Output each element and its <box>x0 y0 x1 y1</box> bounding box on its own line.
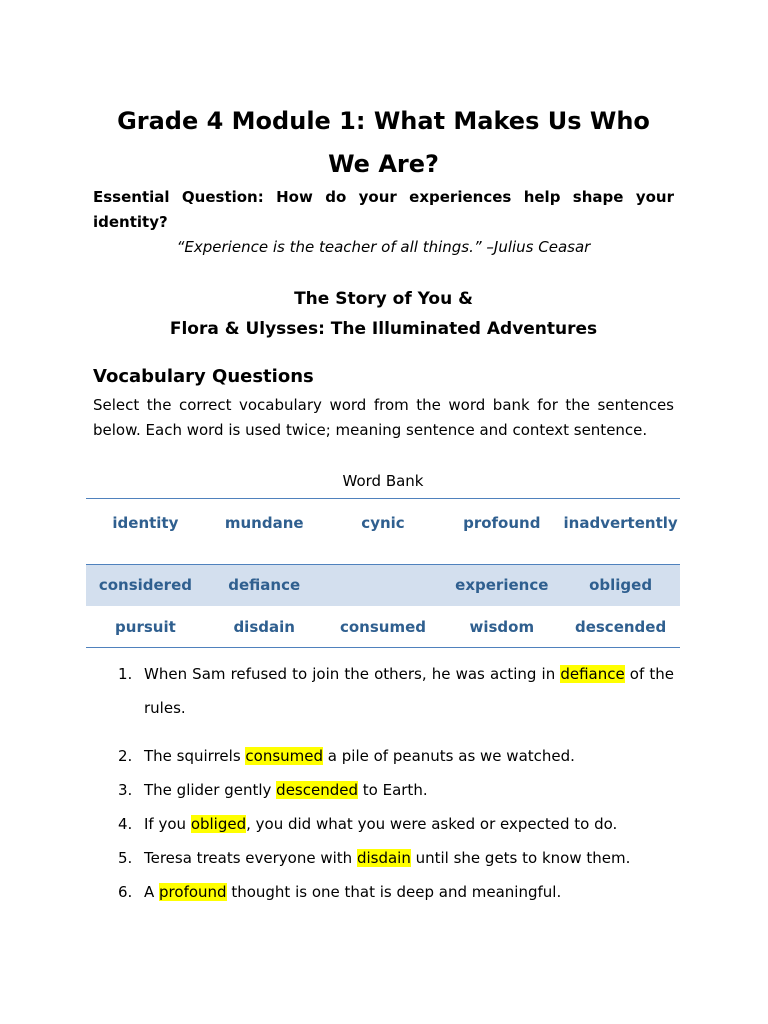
question-text-after: to Earth. <box>358 781 428 799</box>
word-bank-cell: mundane <box>205 499 324 565</box>
question-number: 4. <box>118 815 133 833</box>
question-number: 2. <box>118 747 133 765</box>
question-item <box>93 875 674 909</box>
word-bank-cell: descended <box>561 606 680 648</box>
word-bank-cell: pursuit <box>86 606 205 648</box>
quote: “Experience is the teacher of all things.” –Julius Ceasar <box>176 238 591 256</box>
essential-question: Essential Question: How do your experiences help shape your identity? <box>93 188 674 231</box>
page-title: Grade 4 Module 1: What Makes Us Who We Are? <box>117 107 650 178</box>
answer-highlight: defiance <box>560 665 625 683</box>
story-title-line-2: Flora & Ulysses: The Illuminated Adventures <box>169 319 598 339</box>
story-title-line-1: The Story of You & <box>294 289 473 309</box>
word-bank-cell: disdain <box>205 606 324 648</box>
question-text-after: thought is one that is deep and meaningful. <box>226 883 562 901</box>
question-text-before: A <box>144 883 160 901</box>
question-number: 3. <box>118 781 133 799</box>
word-bank-row <box>86 499 680 565</box>
answer-highlight: descended <box>276 781 358 799</box>
question-text-after: of the rules. <box>144 665 674 717</box>
question-text-after: a pile of peanuts as we watched. <box>323 747 575 765</box>
question-text-after: , you did what you were asked or expected to do. <box>246 815 618 833</box>
question-item <box>93 841 674 875</box>
answer-highlight: consumed <box>245 747 324 765</box>
word-bank-cell: defiance <box>205 565 324 606</box>
answer-highlight: obliged <box>190 815 247 833</box>
story-titles <box>93 284 674 344</box>
question-text-before: If you <box>144 815 191 833</box>
question-text-before: The squirrels <box>144 747 246 765</box>
word-bank-cell: cynic <box>324 499 443 565</box>
answer-highlight: profound <box>159 883 227 901</box>
word-bank-caption: Word Bank <box>342 472 424 490</box>
question-item <box>93 739 674 773</box>
word-bank-table <box>86 498 680 648</box>
question-text-after: until she gets to know them. <box>410 849 631 867</box>
question-item <box>93 657 674 725</box>
question-list <box>93 657 674 909</box>
question-item <box>93 773 674 807</box>
word-bank-cell: obliged <box>561 565 680 606</box>
word-bank-row <box>86 565 680 606</box>
answer-highlight: disdain <box>356 849 411 867</box>
question-number: 6. <box>118 883 133 901</box>
question-number: 5. <box>118 849 133 867</box>
question-number: 1. <box>118 665 133 683</box>
word-bank-row <box>86 606 680 648</box>
vocabulary-instructions: Select the correct vocabulary word from the word bank for the sentences below. Each word is used twice; meaning sentence and context sentence. <box>93 396 674 439</box>
question-item <box>93 807 674 841</box>
word-bank-cell: wisdom <box>442 606 561 648</box>
question-text-before: Teresa treats everyone with <box>144 849 357 867</box>
word-bank-cell: inadvertently <box>561 499 680 565</box>
word-bank-cell: experience <box>442 565 561 606</box>
word-bank-cell: profound <box>442 499 561 565</box>
question-text-before: The glider gently <box>144 781 277 799</box>
word-bank-cell: identity <box>86 499 205 565</box>
question-text-before: When Sam refused to join the others, he was acting in <box>144 665 561 683</box>
word-bank-cell <box>324 565 443 606</box>
word-bank-cell: considered <box>86 565 205 606</box>
word-bank-cell: consumed <box>324 606 443 648</box>
vocabulary-heading: Vocabulary Questions <box>93 366 314 387</box>
